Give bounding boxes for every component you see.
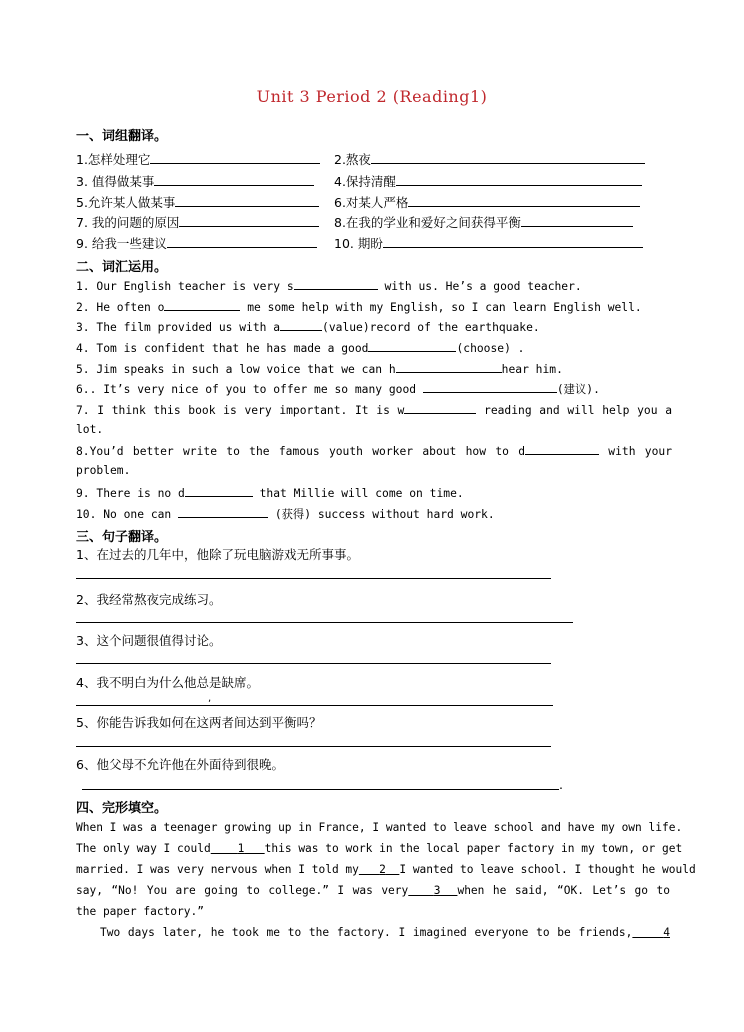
answer-blank[interactable] — [178, 506, 268, 518]
translate-sentence-4: 4、我不明白为什么他总是缺席。 — [76, 675, 259, 690]
answer-blank[interactable] — [175, 193, 319, 207]
phrase-item-6: 6.对某人严格 — [334, 193, 640, 211]
phrase-item-2: 2.熬夜 — [334, 150, 645, 168]
answer-blank[interactable] — [521, 213, 633, 227]
answer-blank[interactable] — [294, 278, 378, 290]
phrase-item-3: 3. 值得做某事 — [76, 172, 314, 190]
answer-line[interactable] — [76, 621, 573, 623]
cloze-blank-3[interactable]: 3 — [433, 884, 441, 897]
vocab-question-6: 6.. It’s very nice of you to offer me so many good (建议). — [76, 383, 600, 396]
answer-blank[interactable] — [150, 150, 320, 164]
vocab-question-2: 2. He often o me some help with my English, so I can learn English well. — [76, 301, 642, 314]
vocab-question-10: 10. No one can (获得) success without hard work. — [76, 508, 495, 521]
phrase-item-8: 8.在我的学业和爱好之间获得平衡 — [334, 213, 633, 231]
section2-heading: 二、词汇运用。 — [76, 260, 168, 275]
vocab-question-7: 7. I think this book is very important. It is w reading and will help you a — [76, 404, 672, 417]
translate-sentence-6: 6、他父母不允许他在外面待到很晚。 — [76, 757, 284, 772]
translate-sentence-1: 1、在过去的几年中，他除了玩电脑游戏无所事事。 — [76, 547, 359, 562]
phrase-item-1: 1.怎样处理它 — [76, 150, 320, 168]
cloze-line-4: say, “No! You are going to college.” I was very 3 when he said, “OK. Let’s go to — [76, 884, 670, 897]
vocab-question-4: 4. Tom is confident that he has made a good (choose) . — [76, 342, 525, 355]
cloze-blank-1[interactable]: 1 — [237, 842, 245, 855]
answer-blank[interactable] — [396, 172, 642, 186]
cloze-blank-4[interactable]: 4 — [663, 926, 670, 939]
line-end-period: . — [559, 777, 563, 792]
phrase-item-5: 5.允许某人做某事 — [76, 193, 319, 211]
answer-blank[interactable] — [368, 340, 456, 352]
answer-blank[interactable] — [280, 319, 322, 331]
vocab-question-7-cont: lot. — [76, 423, 104, 436]
translate-sentence-3: 3、这个问题很值得讨论。 — [76, 633, 222, 648]
answer-blank[interactable] — [383, 234, 643, 248]
cloze-line-5: the paper factory.” — [76, 905, 204, 918]
answer-blank[interactable] — [154, 172, 314, 186]
cloze-line-3: married. I was very nervous when I told my 2 I wanted to leave school. I thought he would — [76, 863, 696, 876]
vocab-question-3: 3. The film provided us with a (value)record of the earthquake. — [76, 321, 540, 334]
answer-line[interactable] — [76, 662, 551, 664]
answer-line[interactable] — [82, 788, 559, 790]
answer-blank[interactable] — [167, 234, 317, 248]
cloze-blank-2[interactable]: 2 — [379, 863, 386, 876]
cloze-line-6: Two days later, he took me to the factory. I imagined everyone to be friends, 4 — [100, 926, 670, 939]
translate-sentence-5: 5、你能告诉我如何在这两者间达到平衡吗？ — [76, 715, 322, 730]
phrase-item-9: 9. 给我一些建议 — [76, 234, 317, 252]
vocab-question-8: 8.You’d better write to the famous youth worker about how to d with your — [76, 445, 672, 458]
translate-sentence-2: 2、我经常熬夜完成练习。 — [76, 592, 222, 607]
answer-blank[interactable] — [164, 299, 240, 311]
cloze-line-2: The only way I could 1 this was to work in the local paper factory in my town, or get — [76, 842, 683, 855]
section1-heading: 一、词组翻译。 — [76, 129, 168, 144]
answer-blank[interactable] — [179, 213, 319, 227]
answer-line[interactable] — [76, 704, 553, 706]
answer-line[interactable] — [76, 745, 551, 747]
page-title: Unit 3 Period 2 (Reading1) — [256, 87, 488, 106]
cloze-line-1: When I was a teenager growing up in France, I wanted to leave school and have my own life. — [76, 821, 683, 834]
phrase-item-4: 4.保持清醒 — [334, 172, 642, 190]
answer-line[interactable] — [76, 577, 551, 579]
answer-blank[interactable] — [423, 381, 557, 393]
vocab-question-8-cont: problem. — [76, 464, 131, 477]
cloze-passage — [76, 817, 696, 943]
phrase-item-7: 7. 我的问题的原因 — [76, 213, 319, 231]
stray-mark: , — [208, 693, 212, 704]
vocab-question-9: 9. There is no d that Millie will come on time. — [76, 487, 464, 500]
section4-heading: 四、完形填空。 — [76, 801, 168, 816]
section3-heading: 三、句子翻译。 — [76, 530, 168, 545]
answer-blank[interactable] — [408, 193, 640, 207]
answer-blank[interactable] — [525, 443, 599, 455]
vocab-question-5: 5. Jim speaks in such a low voice that we can h hear him. — [76, 363, 563, 376]
vocab-question-1: 1. Our English teacher is very s with us. He’s a good teacher. — [76, 280, 582, 293]
answer-blank[interactable] — [396, 361, 502, 373]
answer-blank[interactable] — [404, 402, 476, 414]
phrase-item-10: 10. 期盼 — [334, 234, 643, 252]
answer-blank[interactable] — [185, 485, 253, 497]
answer-blank[interactable] — [371, 150, 645, 164]
